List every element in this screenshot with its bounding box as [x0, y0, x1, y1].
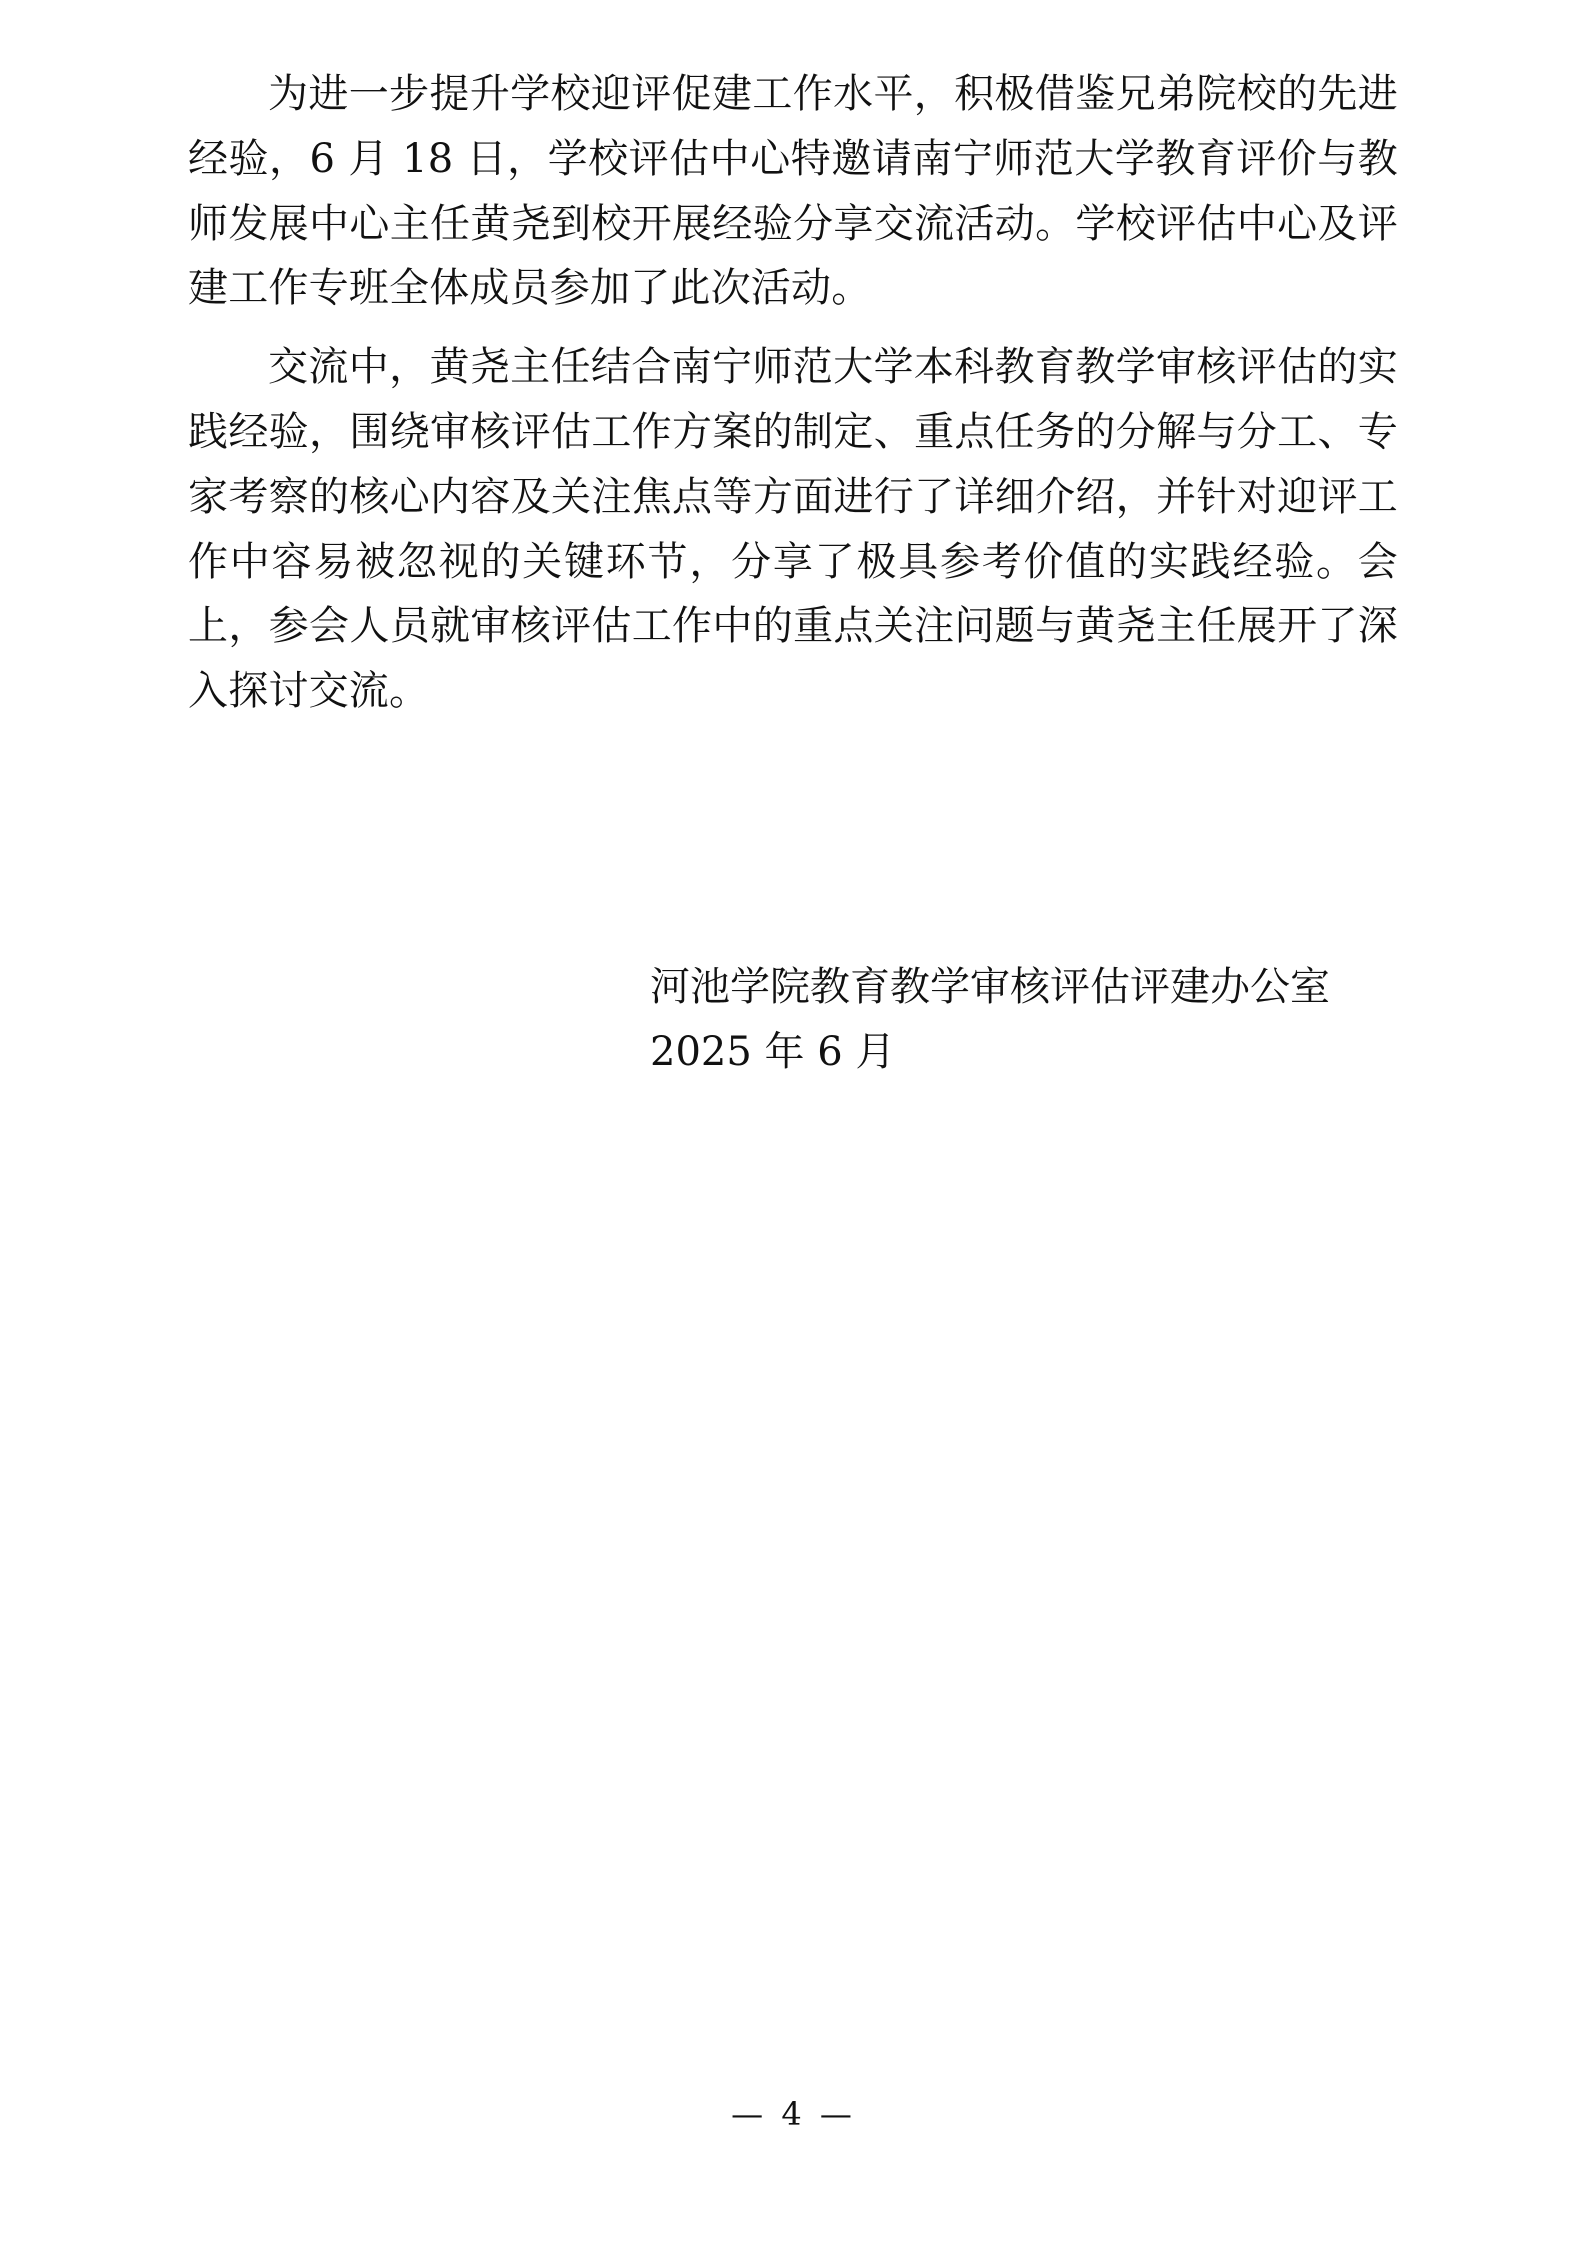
signature-organization: 河池学院教育教学审核评估评建办公室	[650, 964, 1330, 1010]
page-number: — 4 —	[731, 2095, 856, 2133]
paragraph-1: 为进一步提升学校迎评促建工作水平，积极借鉴兄弟院校的先进经验，6 月 18 日，学校评估中心特邀请南宁师范大学教育评价与教师发展中心主任黄尧到校开展经验分享交流活动。学校评估中心及评建工作专班全体成员参加了此次活动。	[188, 71, 1398, 312]
paragraph-2: 交流中，黄尧主任结合南宁师范大学本科教育教学审核评估的实践经验，围绕审核评估工作方案的制定、重点任务的分解与分工、专家考察的核心内容及关注焦点等方面进行了详细介绍，并针对迎评工作中容易被忽视的关键环节，分享了极具参考价值的实践经验。会上，参会人员就审核评估工作中的重点关注问题与黄尧主任展开了深入探讨交流。	[188, 344, 1398, 715]
signature-date: 2025 年 6 月	[650, 1028, 896, 1075]
document-body	[188, 62, 1398, 738]
signature-block	[188, 955, 1398, 1085]
